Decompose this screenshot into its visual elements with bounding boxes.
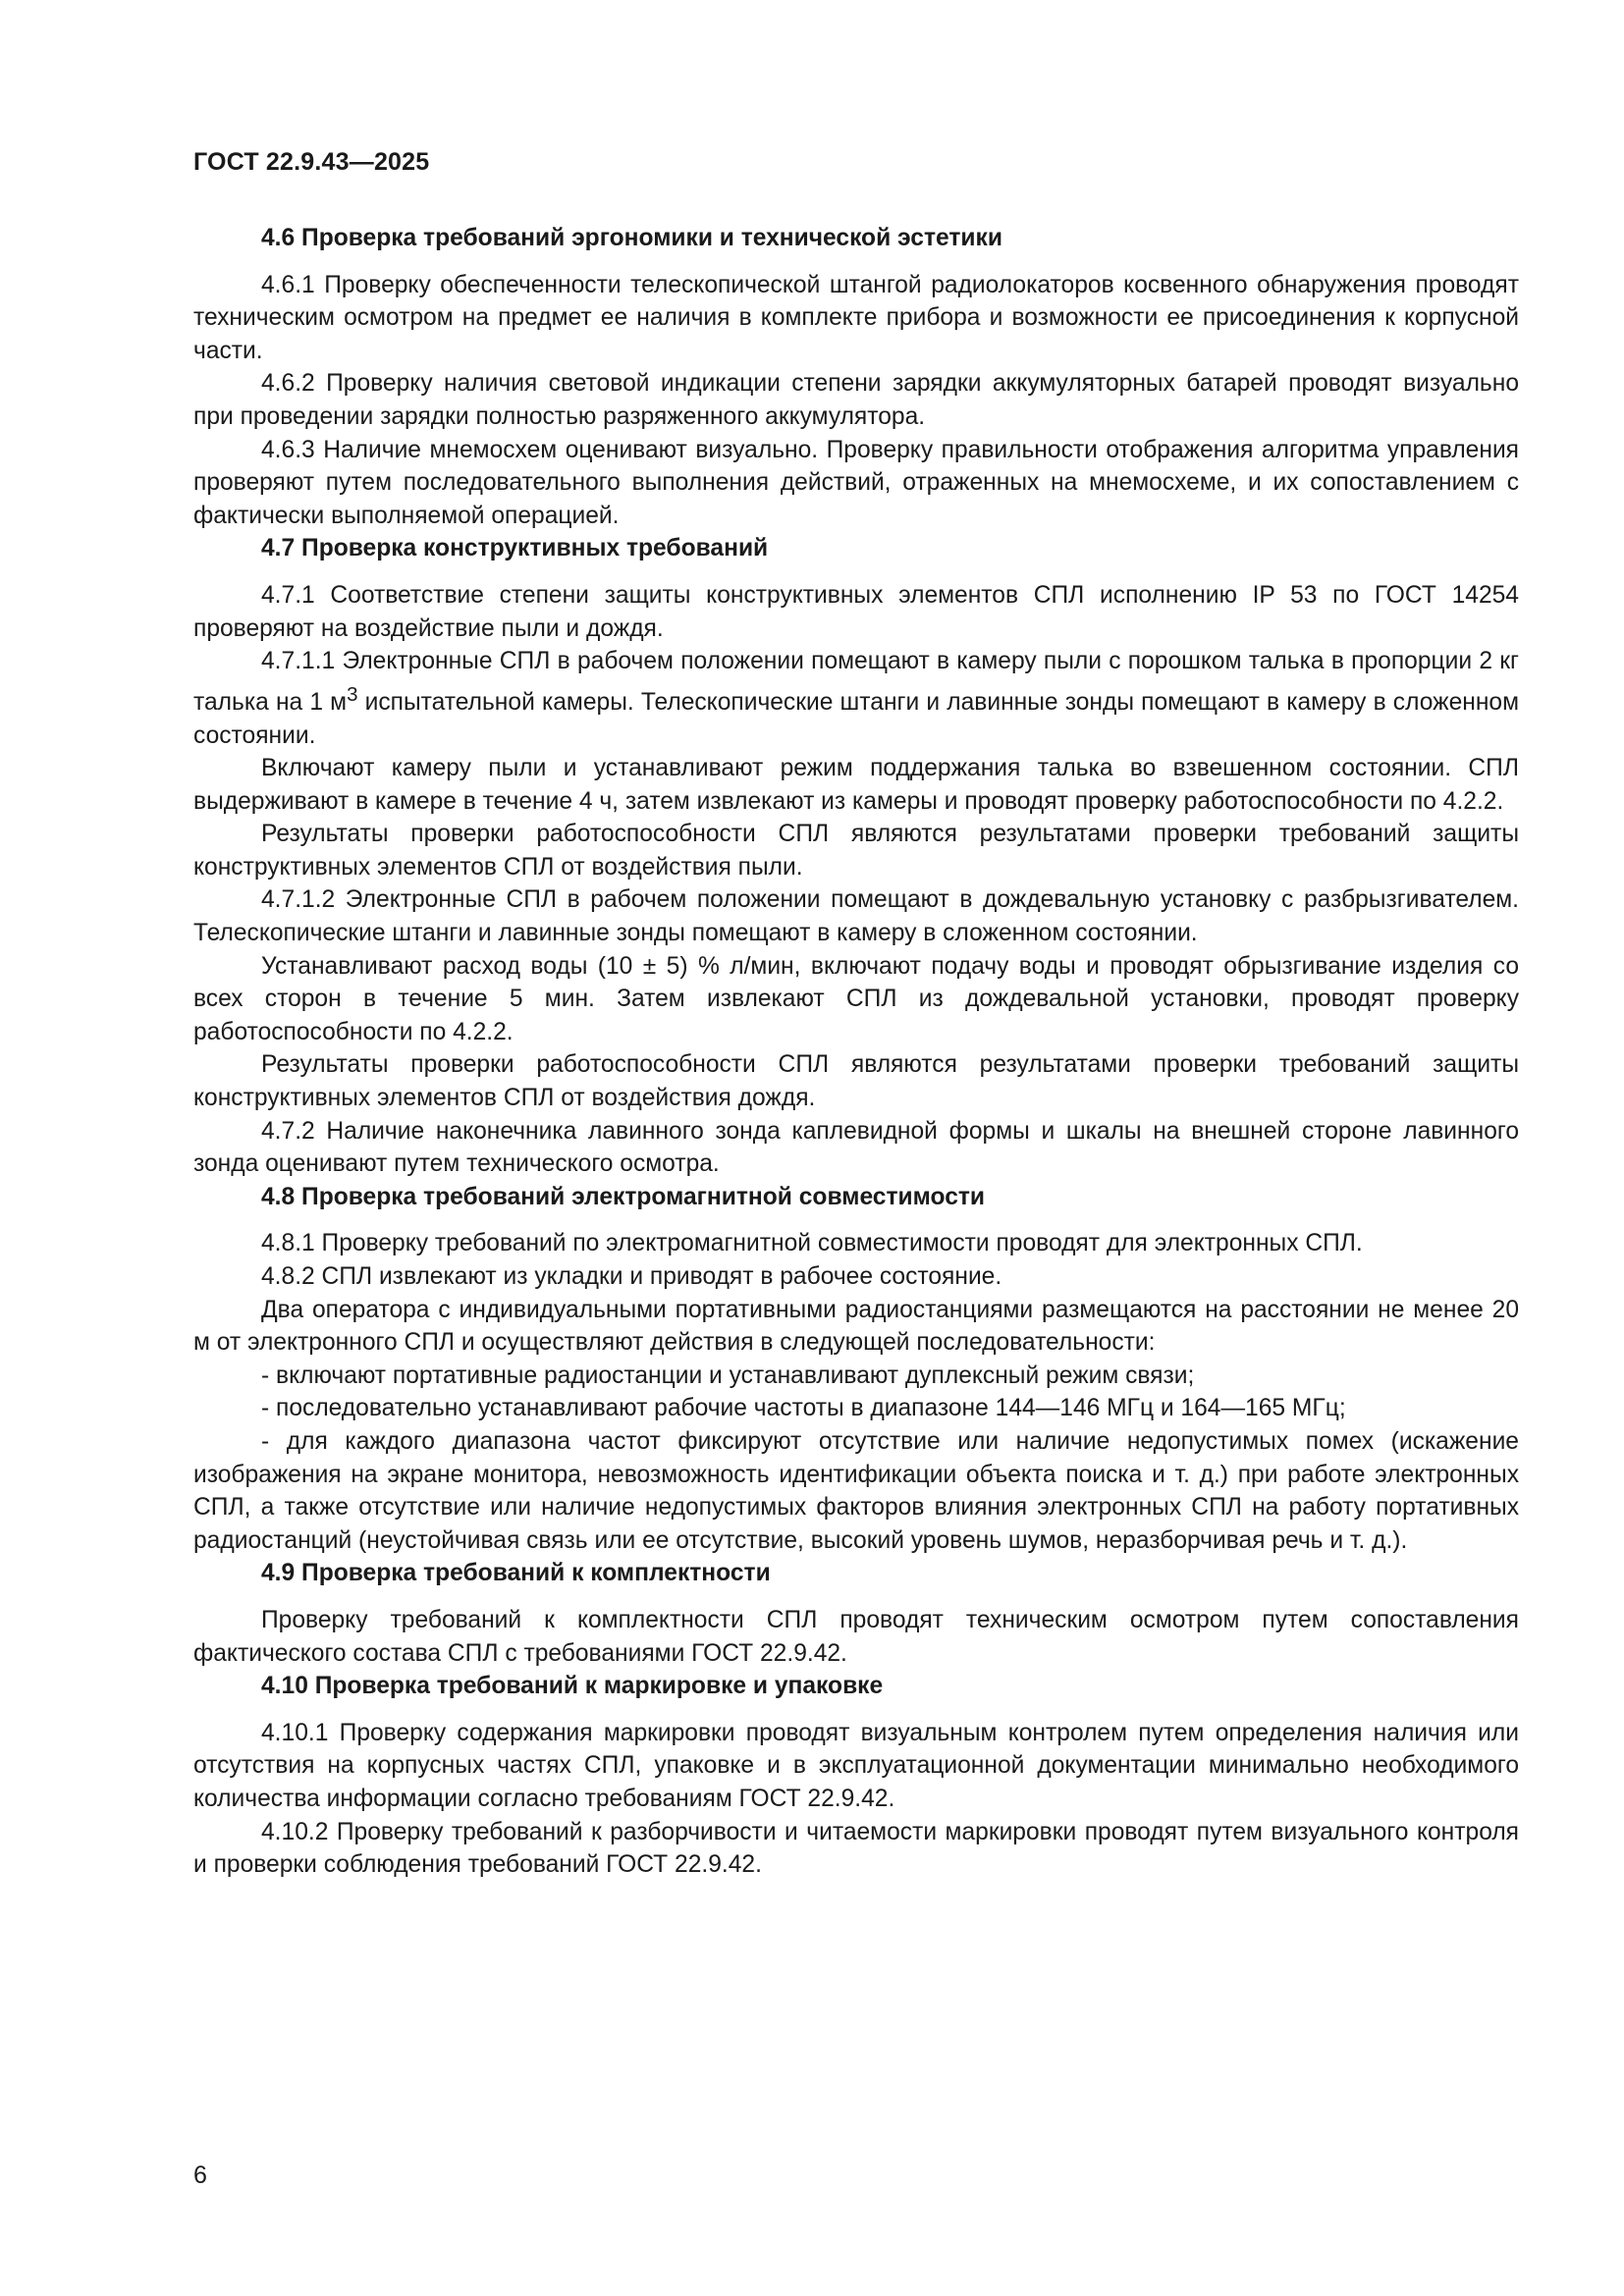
paragraph: 4.6.3 Наличие мнемосхем оценивают визуально. Проверку правильности отображения алгоритма управления проверяют путем последовательного выполнения действий, отраженных на мнемосхеме, и их сопоставлением с фактически выполняемой операцией. bbox=[193, 436, 1519, 529]
paragraph: 4.8.2 СПЛ извлекают из укладки и приводят в рабочее состояние. bbox=[261, 1263, 1002, 1290]
list-item: - для каждого диапазона частот фиксируют отсутствие или наличие недопустимых помех (искажение изображения на экране монитора, невозможность идентификации объекта поиска и т. д.) при работе электронных СПЛ, а также отсутствие или наличие недопустимых факторов влияния электронных СПЛ на работу портативных радиостанций (неустойчивая связь или ее отсутствие, высокий уровень шумов, неразборчивая речь и т. д.). bbox=[193, 1427, 1519, 1554]
document-code-header: ГОСТ 22.9.43—2025 bbox=[193, 148, 430, 176]
paragraph-text: 4.7.1.1 Электронные СПЛ в рабочем положении помещают в камеру пыли с порошком талька в пропорции 2 кг талька на 1 м bbox=[193, 648, 1519, 716]
paragraph: Устанавливают расход воды (10 ± 5) % л/мин, включают подачу воды и проводят обрызгивание изделия со всех сторон в течение 5 мин. Затем извлекают СПЛ из дождевальной установки, проводят проверку работоспособности по 4.2.2. bbox=[193, 952, 1519, 1045]
section-4-9-body bbox=[193, 1604, 1519, 1670]
paragraph: 4.6.2 Проверку наличия световой индикации степени зарядки аккумуляторных батарей проводят визуально при проведении зарядки полностью разряженного аккумулятора. bbox=[193, 370, 1519, 430]
paragraph: 4.10.1 Проверку содержания маркировки проводят визуальным контролем путем определения наличия или отсутствия на корпусных частях СПЛ, упаковке и в эксплуатационной документации минимально необходимого количества информации согласно требованиям ГОСТ 22.9.42. bbox=[193, 1719, 1519, 1812]
section-heading-4-9: 4.9 Проверка требований к комплектности bbox=[261, 1560, 771, 1587]
paragraph: Результаты проверки работоспособности СПЛ являются результатами проверки требований защиты конструктивных элементов СПЛ от воздействия дождя. bbox=[193, 1051, 1519, 1112]
section-4-6-body bbox=[193, 269, 1519, 533]
paragraph: Проверку требований к комплектности СПЛ проводят техническим осмотром путем сопоставления фактического состава СПЛ с требованиями ГОСТ 22.9.42. bbox=[193, 1606, 1519, 1667]
dash-list bbox=[193, 1360, 1519, 1558]
paragraph: 4.6.1 Проверку обеспеченности телескопической штангой радиолокаторов косвенного обнаружения проводят техническим осмотром на предмет ее наличия в комплекте прибора и возможности ее присоединения к корпусной части. bbox=[193, 271, 1519, 364]
paragraph: 4.7.1.2 Электронные СПЛ в рабочем положении помещают в дождевальную установку с разбрызгивателем. Телескопические штанги и лавинные зонды помещают в камеру в сложенном состоянии. bbox=[193, 886, 1519, 947]
paragraph: 4.7.2 Наличие наконечника лавинного зонда каплевидной формы и шкалы на внешней стороне лавинного зонда оценивают путем технического осмотра. bbox=[193, 1117, 1519, 1178]
list-item: - включают портативные радиостанции и устанавливают дуплексный режим связи; bbox=[261, 1362, 1195, 1389]
paragraph-text: испытательной камеры. Телескопические штанги и лавинные зонды помещают в камеру в сложенном состоянии. bbox=[193, 688, 1520, 749]
section-4-10-body bbox=[193, 1717, 1519, 1882]
section-heading-4-7: 4.7 Проверка конструктивных требований bbox=[261, 535, 769, 562]
page-number: 6 bbox=[193, 2162, 207, 2189]
paragraph: Два оператора с индивидуальными портативными радиостанциями размещаются на расстоянии не менее 20 м от электронного СПЛ и осуществляют действия в следующей последовательности: bbox=[193, 1296, 1519, 1357]
section-4-7-body bbox=[193, 579, 1519, 1181]
document-body bbox=[193, 222, 1519, 1882]
paragraph: Включают камеру пыли и устанавливают режим поддержания талька во взвешенном состоянии. СПЛ выдерживают в камере в течение 4 ч, затем извлекают из камеры и проводят проверку работоспособности по 4.2.2. bbox=[193, 755, 1519, 815]
paragraph: 4.8.1 Проверку требований по электромагнитной совместимости проводят для электронных СПЛ. bbox=[261, 1230, 1363, 1257]
paragraph: Результаты проверки работоспособности СПЛ являются результатами проверки требований защиты конструктивных элементов СПЛ от воздействия пыли. bbox=[193, 821, 1519, 881]
section-heading-4-8: 4.8 Проверка требований электромагнитной совместимости bbox=[261, 1183, 986, 1210]
superscript: 3 bbox=[347, 682, 358, 706]
section-4-8-body bbox=[193, 1227, 1519, 1557]
section-heading-4-6: 4.6 Проверка требований эргономики и технической эстетики bbox=[261, 225, 1002, 251]
section-heading-4-10: 4.10 Проверка требований к маркировке и упаковке bbox=[261, 1673, 884, 1700]
paragraph-4-7-1-1 bbox=[193, 645, 1519, 752]
paragraph: 4.7.1 Соответствие степени защиты конструктивных элементов СПЛ исполнению IP 53 по ГОСТ 14254 проверяют на воздействие пыли и дождя. bbox=[193, 581, 1519, 642]
paragraph: 4.10.2 Проверку требований к разборчивости и читаемости маркировки проводят путем визуального контроля и проверки соблюдения требований ГОСТ 22.9.42. bbox=[193, 1818, 1519, 1879]
list-item: - последовательно устанавливают рабочие частоты в диапазоне 144—146 МГц и 164—165 МГц; bbox=[261, 1395, 1346, 1422]
